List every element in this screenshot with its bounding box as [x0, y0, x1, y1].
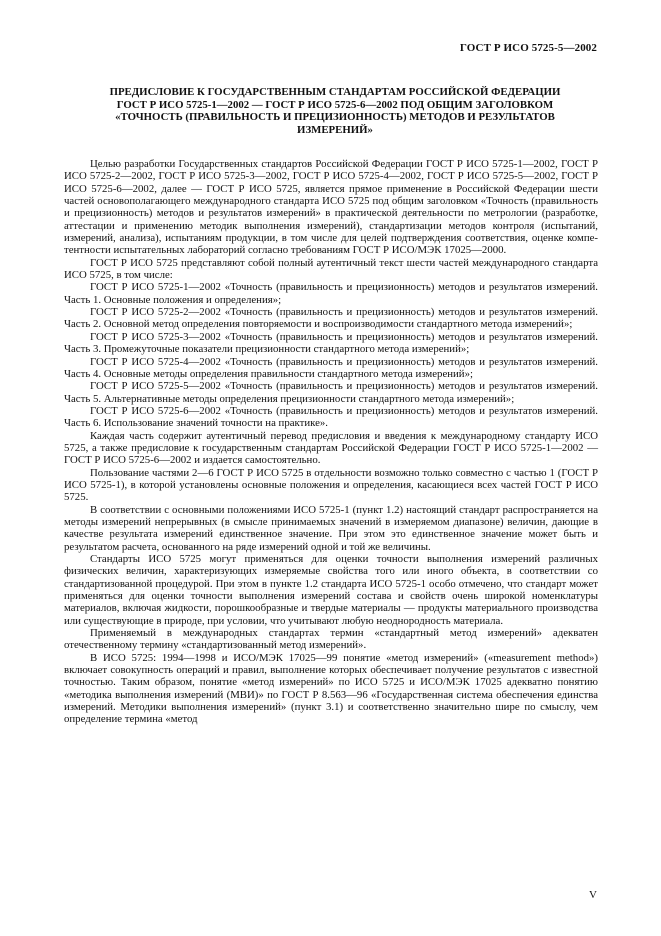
paragraph-term: Применяемый в международных стандартах термин «стандартный метод измерений» адекватен отечественному термину «стандартизованный метод измерений».: [64, 627, 598, 652]
paragraph-part-4: ГОСТ Р ИСО 5725-4—2002 «Точность (правильность и прецизионность) методов и результатов измерений. Часть 4. Основные методы определения правильности стандартного метода измерений»;: [64, 355, 598, 380]
paragraph-application: Стандарты ИСО 5725 могут применяться для оценки точности выполнения измерений различных физических величин, характеризующих измеряемые свойства того или иного объекта, в соответствии со стандартизованной процедурой. При этом в пункте 1.2 стандарта ИСО 5725-1 особо отмечено, что стандарт может применяться для оценки точности выполнения измерений состава и свойств очень широкой номенклатуры материалов, включая жидкости, порошкообразные и твердые материалы — продукты материального производства или существующие в природе, при условии, что учитывают любую неоднородность материала.: [64, 553, 598, 627]
paragraph-usage: Пользование частями 2—6 ГОСТ Р ИСО 5725 в отдельности возможно только совместно с частью 1 (ГОСТ Р ИСО 5725-1), в которой установлены основные положения и определения, касающиеся всех частей ГОСТ Р ИСО 5725.: [64, 466, 598, 504]
paragraph-part-2: ГОСТ Р ИСО 5725-2—2002 «Точность (правильность и прецизионность) методов и результатов измерений. Часть 2. Основной метод определения повторяемости и воспроизводимости стандартного метода измерений»;: [64, 306, 598, 331]
paragraph-purpose: Целью разработки Государственных стандартов Российской Федерации ГОСТ Р ИСО 5725-1—2002, ГОСТ Р ИСО 5725-2—2002, ГОСТ Р ИСО 5725-3—2002, ГОСТ Р ИСО 5725-4—2002, ГОСТ Р ИСО 5725-5—2002, ГОСТ Р ИСО 5725-6—2002, далее — ГОСТ Р ИСО 5725, является прямое применение в Российской Федерации шести частей основополагающего международного стандарта ИСО 5725 под общим заголовком «Точность (правильность и прецизионность) методов и результатов измерений» в практической деятельности по метрологии (разработке, аттестации и применению методик выполнения измерений), стандартизации методов контроля (испытаний, измерений, анализа), испытаниям продукции, в том числе для целей подтверждения соответствия, оценке компетентности испытательных лабораторий согласно требованиям ГОСТ Р ИСО/МЭК 17025—2000.: [64, 158, 598, 257]
paragraph-scope: В соответствии с основными положениями ИСО 5725-1 (пункт 1.2) настоящий стандарт распространяется на методы измерений непрерывных (в смысле принимаемых значений в измеряемом диапазоне) величин, дающие в качестве результата измерений единственное значение. При этом это единственное значение может быть и результатом расчета, основанного на ряде измерений одной и той же величины.: [64, 503, 598, 553]
title-line: ГОСТ Р ИСО 5725-1—2002 — ГОСТ Р ИСО 5725-6—2002 ПОД ОБЩИМ ЗАГОЛОВКОМ: [116, 98, 554, 111]
paragraph-part-5: ГОСТ Р ИСО 5725-5—2002 «Точность (правильность и прецизионность) методов и результатов измерений. Часть 5. Альтернативные методы определения прецизионности стандартного метода измерений»;: [64, 380, 598, 405]
paragraph-parts-intro: ГОСТ Р ИСО 5725 представляют собой полный аутентичный текст шести частей международного стандарта ИСО 5725, в том числе:: [64, 256, 598, 282]
paragraph-translation: Каждая часть содержит аутентичный перевод предисловия и введения к международному стандарту ИСО 5725, а также предисловие к государственным стандартам Российской Федерации ГОСТ Р ИСО 5725-1—2002 — ГОСТ Р ИСО 5725-6—2002 и издается самостоятельно.: [64, 429, 598, 467]
title-line: ИЗМЕРЕНИЙ»: [297, 123, 373, 136]
paragraph-part-1: ГОСТ Р ИСО 5725-1—2002 «Точность (правильность и прецизионность) методов и результатов измерений. Часть 1. Основные положения и определения»;: [64, 281, 598, 306]
page-number: V: [589, 889, 597, 901]
foreword-body: [64, 158, 598, 726]
foreword-title: [70, 86, 600, 136]
paragraph-part-3: ГОСТ Р ИСО 5725-3—2002 «Точность (правильность и прецизионность) методов и результатов измерений. Часть 3. Промежуточные показатели прецизионности стандартного метода измерений»;: [64, 330, 598, 356]
running-header: ГОСТ Р ИСО 5725-5—2002: [459, 42, 597, 54]
paragraph-method-definition: В ИСО 5725: 1994—1998 и ИСО/МЭК 17025—99 понятие «метод измерений» («measurement method») включает совокупность операций и правил, выполнение которых обеспечивает получение результатов с известной точностью. Таким образом, понятие «метод измерений» по ИСО 5725 и ИСО/МЭК 17025 адекватно понятию «методика выполнения измерений (МВИ)» по ГОСТ Р 8.563—96 «Государственная система обеспечения единства измерений. Методики выполнения измерений» (пункт 3.1) и соответственно значительно шире по смыслу, чем определение термина «метод: [64, 651, 598, 726]
title-line: ПРЕДИСЛОВИЕ К ГОСУДАРСТВЕННЫМ СТАНДАРТАМ РОССИЙСКОЙ ФЕДЕРАЦИИ: [109, 86, 561, 98]
paragraph-part-6: ГОСТ Р ИСО 5725-6—2002 «Точность (правильность и прецизионность) методов и результатов измерений. Часть 6. Использование значений точности на практике».: [64, 404, 598, 430]
title-line: «ТОЧНОСТЬ (ПРАВИЛЬНОСТЬ И ПРЕЦИЗИОННОСТЬ) МЕТОДОВ И РЕЗУЛЬТАТОВ: [115, 111, 555, 124]
